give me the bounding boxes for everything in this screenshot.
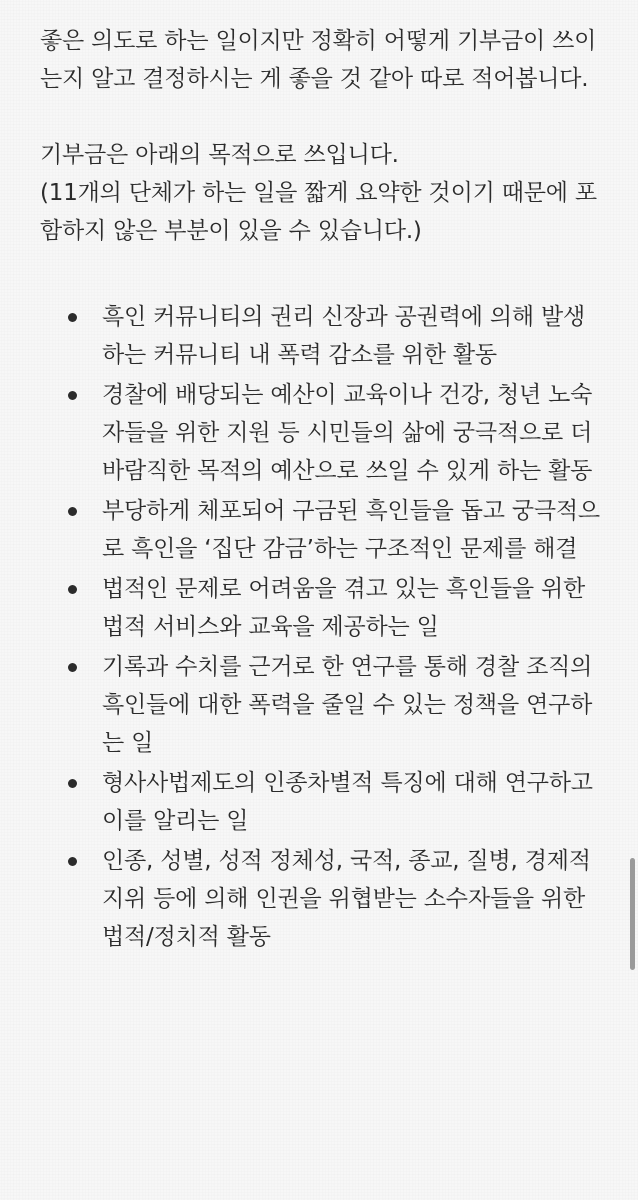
bullet-icon	[68, 313, 77, 322]
list-item	[40, 764, 600, 840]
list-item	[40, 842, 600, 956]
bullet-icon	[68, 663, 77, 672]
document-body	[40, 22, 600, 958]
intro-paragraph: 좋은 의도로 하는 일이지만 정확히 어떻게 기부금이 쓰이는지 알고 결정하시는 게 좋을 것 같아 따로 적어봅니다.	[40, 28, 597, 92]
list-item	[40, 570, 600, 646]
paragraph-spacer	[40, 98, 600, 136]
list-item-text: 부당하게 체포되어 구금된 흑인들을 돕고 궁극적으로 흑인을 ‘집단 감금’하는 구조적인 문제를 해결	[102, 498, 600, 562]
list-item-text: 인종, 성별, 성적 정체성, 국적, 종교, 질병, 경제적 지위 등에 의해 인권을 위협받는 소수자들을 위한 법적/정치적 활동	[102, 848, 591, 950]
list-item-text: 법적인 문제로 어려움을 겪고 있는 흑인들을 위한 법적 서비스와 교육을 제공하는 일	[102, 576, 586, 640]
list-item-text: 형사사법제도의 인종차별적 특징에 대해 연구하고 이를 알리는 일	[102, 770, 593, 834]
list-item	[40, 376, 600, 490]
bullet-icon	[68, 779, 77, 788]
list-item-text: 경찰에 배당되는 예산이 교육이나 건강, 청년 노숙자들을 위한 지원 등 시민들의 삶에 궁극적으로 더 바람직한 목적의 예산으로 쓰일 수 있게 하는 활동	[102, 382, 593, 484]
purpose-heading: 기부금은 아래의 목적으로 쓰입니다.	[40, 142, 399, 168]
list-item-text: 기록과 수치를 근거로 한 연구를 통해 경찰 조직의 흑인들에 대한 폭력을 줄일 수 있는 정책을 연구하는 일	[102, 654, 593, 756]
list-item	[40, 648, 600, 762]
list-item-text: 흑인 커뮤니티의 권리 신장과 공권력에 의해 발생하는 커뮤니티 내 폭력 감소를 위한 활동	[102, 304, 586, 368]
bullet-icon	[68, 585, 77, 594]
list-item	[40, 492, 600, 568]
bullet-icon	[68, 857, 77, 866]
scrollbar[interactable]	[630, 858, 635, 970]
bullet-icon	[68, 391, 77, 400]
purpose-list	[40, 298, 600, 956]
list-item	[40, 298, 600, 374]
bullet-icon	[68, 507, 77, 516]
disclaimer-note: (11개의 단체가 하는 일을 짧게 요약한 것이기 때문에 포함하지 않은 부분이 있을 수 있습니다.)	[40, 180, 597, 244]
